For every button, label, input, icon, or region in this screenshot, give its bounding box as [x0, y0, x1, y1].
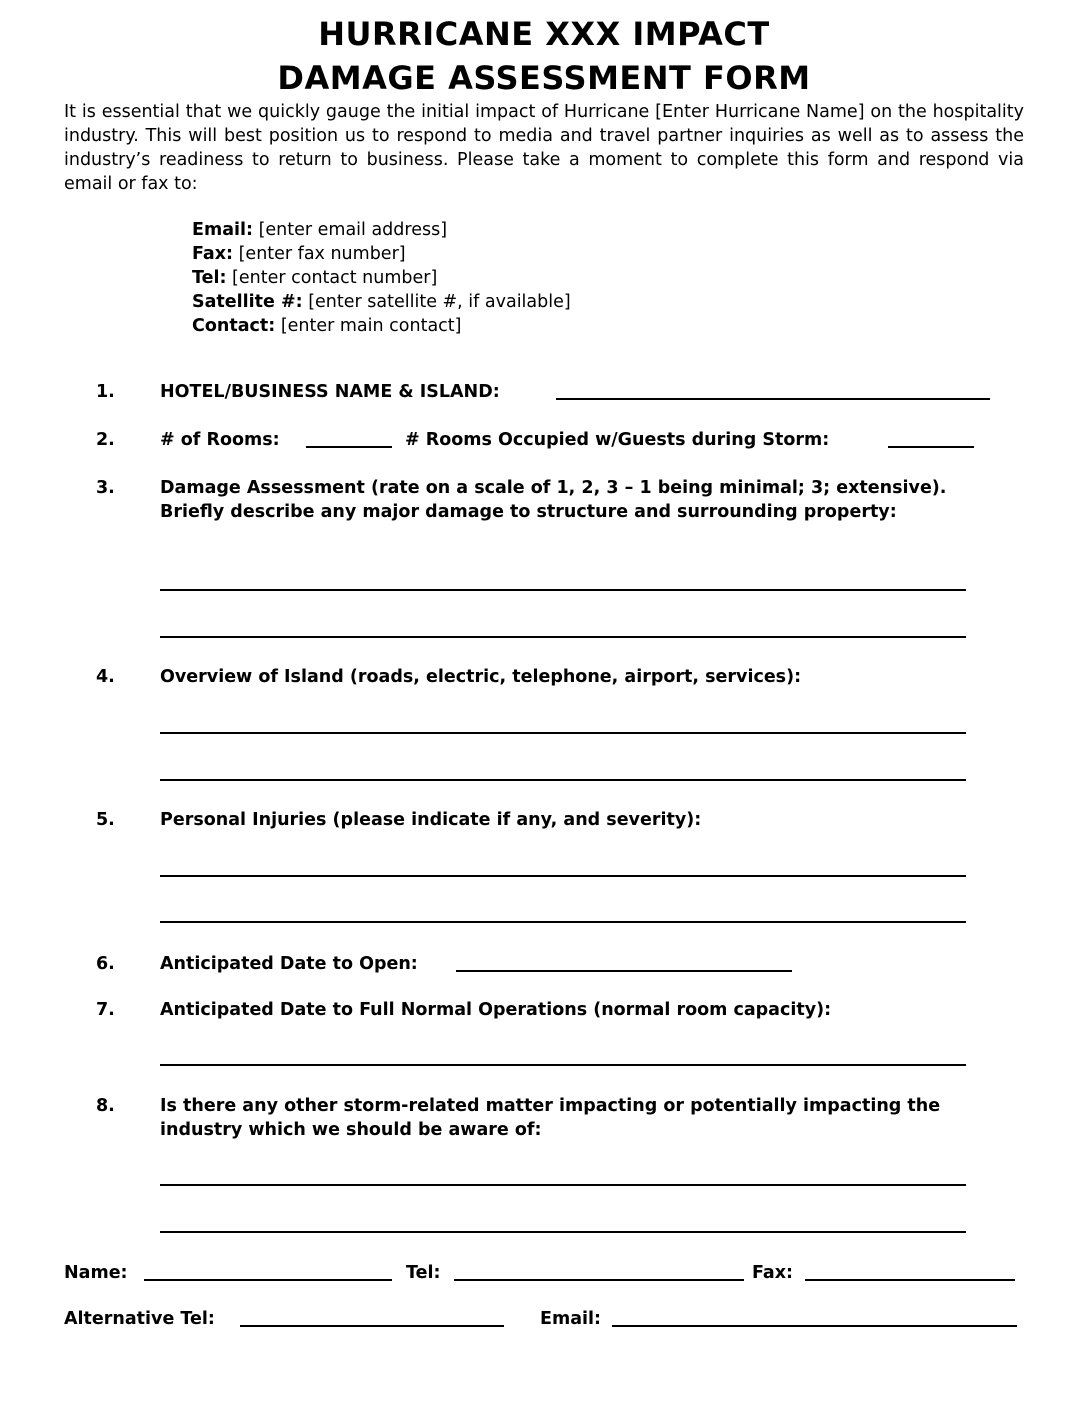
q2-number: 2.: [96, 430, 115, 450]
footer-name-label: Name:: [64, 1263, 128, 1283]
intro-paragraph: It is essential that we quickly gauge the initial impact of Hurricane [Enter Hurricane Name] on the hospitality industry. This will best position us to respond to media and travel partner inquiries as well as to assess the industry’s readiness to return to business. Please take a moment to complete this form and respond via email or fax to:: [64, 102, 1024, 194]
q3-number: 3.: [96, 478, 115, 498]
contact-fax-label: Fax:: [192, 244, 234, 264]
contact-block: [192, 218, 571, 338]
q4-answer-line-2[interactable]: [160, 779, 966, 781]
q1-label: HOTEL/BUSINESS NAME & ISLAND:: [160, 382, 500, 402]
q8-answer-line-2[interactable]: [160, 1231, 966, 1233]
q8-answer-line-1[interactable]: [160, 1184, 966, 1186]
q2-occupied-line[interactable]: [888, 446, 974, 448]
footer-tel-line[interactable]: [454, 1279, 744, 1281]
footer-email-label: Email:: [540, 1309, 601, 1329]
q5-answer-line-2[interactable]: [160, 921, 966, 923]
q7-answer-line[interactable]: [160, 1064, 966, 1066]
q7-number: 7.: [96, 1000, 115, 1020]
q4-label: Overview of Island (roads, electric, telephone, airport, services):: [160, 667, 802, 687]
contact-tel-value: [enter contact number]: [226, 268, 438, 288]
contact-satellite-row: [192, 290, 571, 314]
contact-email-label: Email:: [192, 220, 253, 240]
footer-tel-label: Tel:: [406, 1263, 441, 1283]
q3-answer-line-2[interactable]: [160, 636, 966, 638]
q4-answer-line-1[interactable]: [160, 732, 966, 734]
contact-main-value: [enter main contact]: [275, 316, 462, 336]
contact-satellite-label: Satellite #:: [192, 292, 303, 312]
footer-alt-tel-line[interactable]: [240, 1325, 504, 1327]
contact-email-value: [enter email address]: [253, 220, 448, 240]
q1-number: 1.: [96, 382, 115, 402]
q6-number: 6.: [96, 954, 115, 974]
q2-rooms-line[interactable]: [306, 446, 392, 448]
q3-label: Damage Assessment (rate on a scale of 1, 2, 3 – 1 being minimal; 3; extensive). Briefly describe any major damage to structure and surrounding property:: [160, 478, 947, 522]
contact-tel-label: Tel:: [192, 268, 227, 288]
contact-fax-row: [192, 242, 571, 266]
footer-email-line[interactable]: [612, 1325, 1017, 1327]
q8-label: Is there any other storm-related matter impacting or potentially impacting the industry which we should be aware of:: [160, 1096, 941, 1140]
contact-satellite-value: [enter satellite #, if available]: [302, 292, 571, 312]
contact-email-row: [192, 218, 571, 242]
q5-label: Personal Injuries (please indicate if any, and severity):: [160, 810, 702, 830]
q2-occupied-label: # Rooms Occupied w/Guests during Storm:: [405, 430, 830, 450]
form-title-line1: HURRICANE XXX IMPACT: [318, 15, 770, 53]
q5-answer-line-1[interactable]: [160, 875, 966, 877]
footer-fax-label: Fax:: [752, 1263, 794, 1283]
footer-alt-tel-label: Alternative Tel:: [64, 1309, 215, 1329]
q1-answer-line[interactable]: [556, 398, 990, 400]
q8-number: 8.: [96, 1096, 115, 1116]
contact-fax-value: [enter fax number]: [233, 244, 406, 264]
footer-fax-line[interactable]: [805, 1279, 1015, 1281]
q2-rooms-label: # of Rooms:: [160, 430, 280, 450]
q6-label: Anticipated Date to Open:: [160, 954, 418, 974]
form-title-line2: DAMAGE ASSESSMENT FORM: [277, 59, 811, 97]
q5-number: 5.: [96, 810, 115, 830]
q6-answer-line[interactable]: [456, 970, 792, 972]
q4-number: 4.: [96, 667, 115, 687]
contact-main-label: Contact:: [192, 316, 276, 336]
contact-main-row: [192, 314, 571, 338]
q3-answer-line-1[interactable]: [160, 589, 966, 591]
q7-label: Anticipated Date to Full Normal Operations (normal room capacity):: [160, 1000, 832, 1020]
footer-name-line[interactable]: [144, 1279, 392, 1281]
contact-tel-row: [192, 266, 571, 290]
